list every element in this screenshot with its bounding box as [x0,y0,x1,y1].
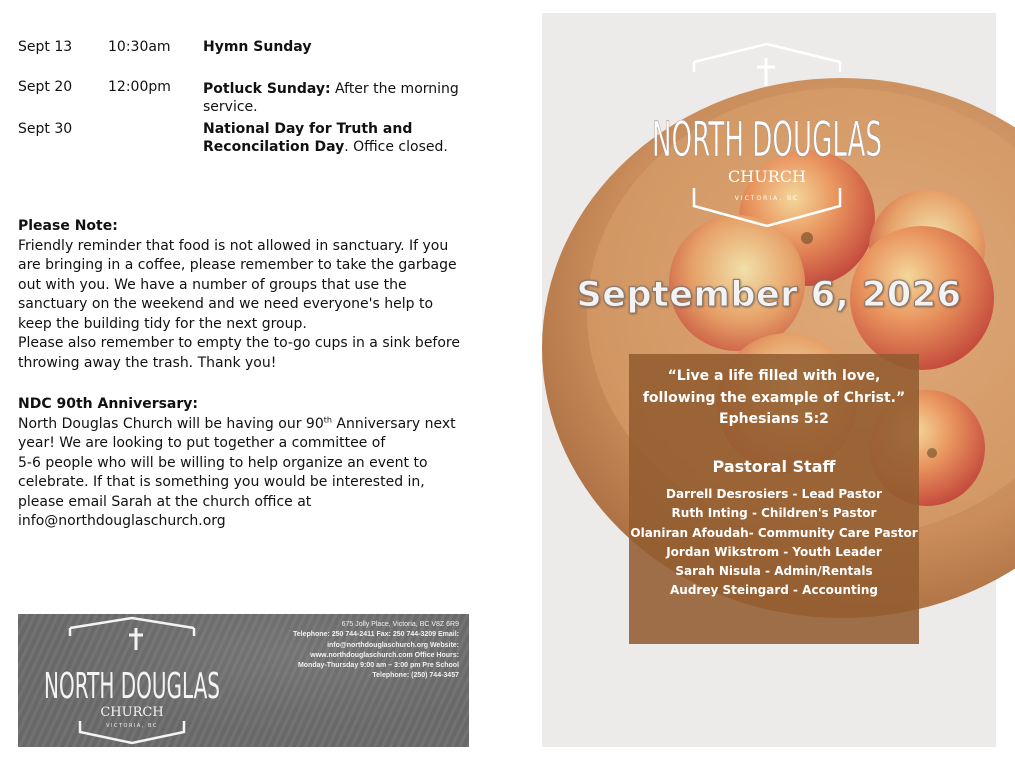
church-location-text: VICTORIA, BC [734,195,800,202]
event-date: Sept 13 [18,39,73,55]
verse-reference: Ephesians 5:2 [719,411,829,427]
event-title: Potluck Sunday: [203,81,331,97]
church-sub-text: CHURCH [728,167,806,186]
contact-line: www.northdouglaschurch.com Office Hours: [310,651,459,659]
event-detail: After the morning service. [203,81,459,115]
please-note-section [18,217,468,373]
staff-member: Olaniran Afoudah- Community Care Pastor [630,525,918,540]
church-sub-text: CHURCH [100,705,164,720]
event-description [203,38,463,56]
event-description [203,120,463,156]
anniversary-paragraph: 5-6 people who will be willing to help organize an event to celebrate. If that is something you would be interested in, please email Sarah at the church office at info@northdouglaschurch.org [18,454,428,529]
cover-page [542,13,996,747]
staff-member: Darrell Desrosiers - Lead Pastor [666,487,882,501]
church-name-text: NORTH DOUGLAS [652,112,882,168]
pastoral-info-box [629,354,919,644]
staff-member: Audrey Steingard - Accounting [669,583,878,598]
church-logo [32,616,232,744]
church-name-text: NORTH DOUGLAS [44,666,220,707]
church-logo-large [642,38,892,238]
event-title: Hymn Sunday [203,39,312,55]
ordinal-suffix: th [323,414,332,424]
staff-list [629,485,919,601]
event-detail: . Office closed. [344,139,448,155]
please-note-paragraph: Friendly reminder that food is not allowed in sanctuary. If you are bringing in a coffee, please remember to take the garbage out with you. We have a number of groups that use the sanctuary on the weekend and we need everyone's help to keep the building tidy for the next group. [18,237,457,332]
staff-heading: Pastoral Staff [712,457,836,476]
staff-member: Sarah Nisula - Admin/Rentals [675,564,873,579]
event-title: National Day for Truth and Reconcilation Day [203,121,413,155]
contact-info [229,620,459,682]
contact-line: Monday-Thursday 9:00 am – 3:00 pm Pre School [297,662,459,670]
contact-footer-card [18,614,469,747]
contact-line: Telephone: 250 744-2411 Fax: 250 744-3209 Email: [292,631,459,639]
event-date: Sept 30 [18,121,73,137]
please-note-paragraph: Please also remember to empty the to-go cups in a sink before throwing away the trash. Thank you! [18,335,460,371]
church-location-text: VICTORIA, BC [106,723,158,729]
contact-line: info@northdouglaschurch.org Website: [327,641,459,649]
staff-member: Jordan Wikstrom - Youth Leader [666,544,882,559]
event-time: 12:00pm [108,79,171,95]
staff-member: Ruth Inting - Children's Pastor [671,506,877,521]
contact-line: Telephone: (250) 744-3457 [372,672,459,680]
scripture-quote [629,366,919,431]
event-description [203,80,463,116]
address: 675 Jolly Place, Victoria, BC V8Z 6R9 [341,621,459,628]
anniversary-section [18,395,468,532]
verse-line: following the example of Christ.” [642,389,906,406]
anniversary-heading: NDC 90th Anniversary: [18,396,199,412]
please-note-heading: Please Note: [18,218,118,234]
event-time: 10:30am [108,39,171,55]
bulletin-date: September 6, 2026 [576,275,962,315]
anniversary-paragraph [18,415,468,454]
verse-line: “Live a life filled with love, [667,368,881,384]
anniversary-text: Anniversary next year! We are looking to put together a committee of [18,415,456,451]
event-date: Sept 20 [18,79,73,95]
anniversary-text: North Douglas Church will be having our 90 [18,415,324,432]
